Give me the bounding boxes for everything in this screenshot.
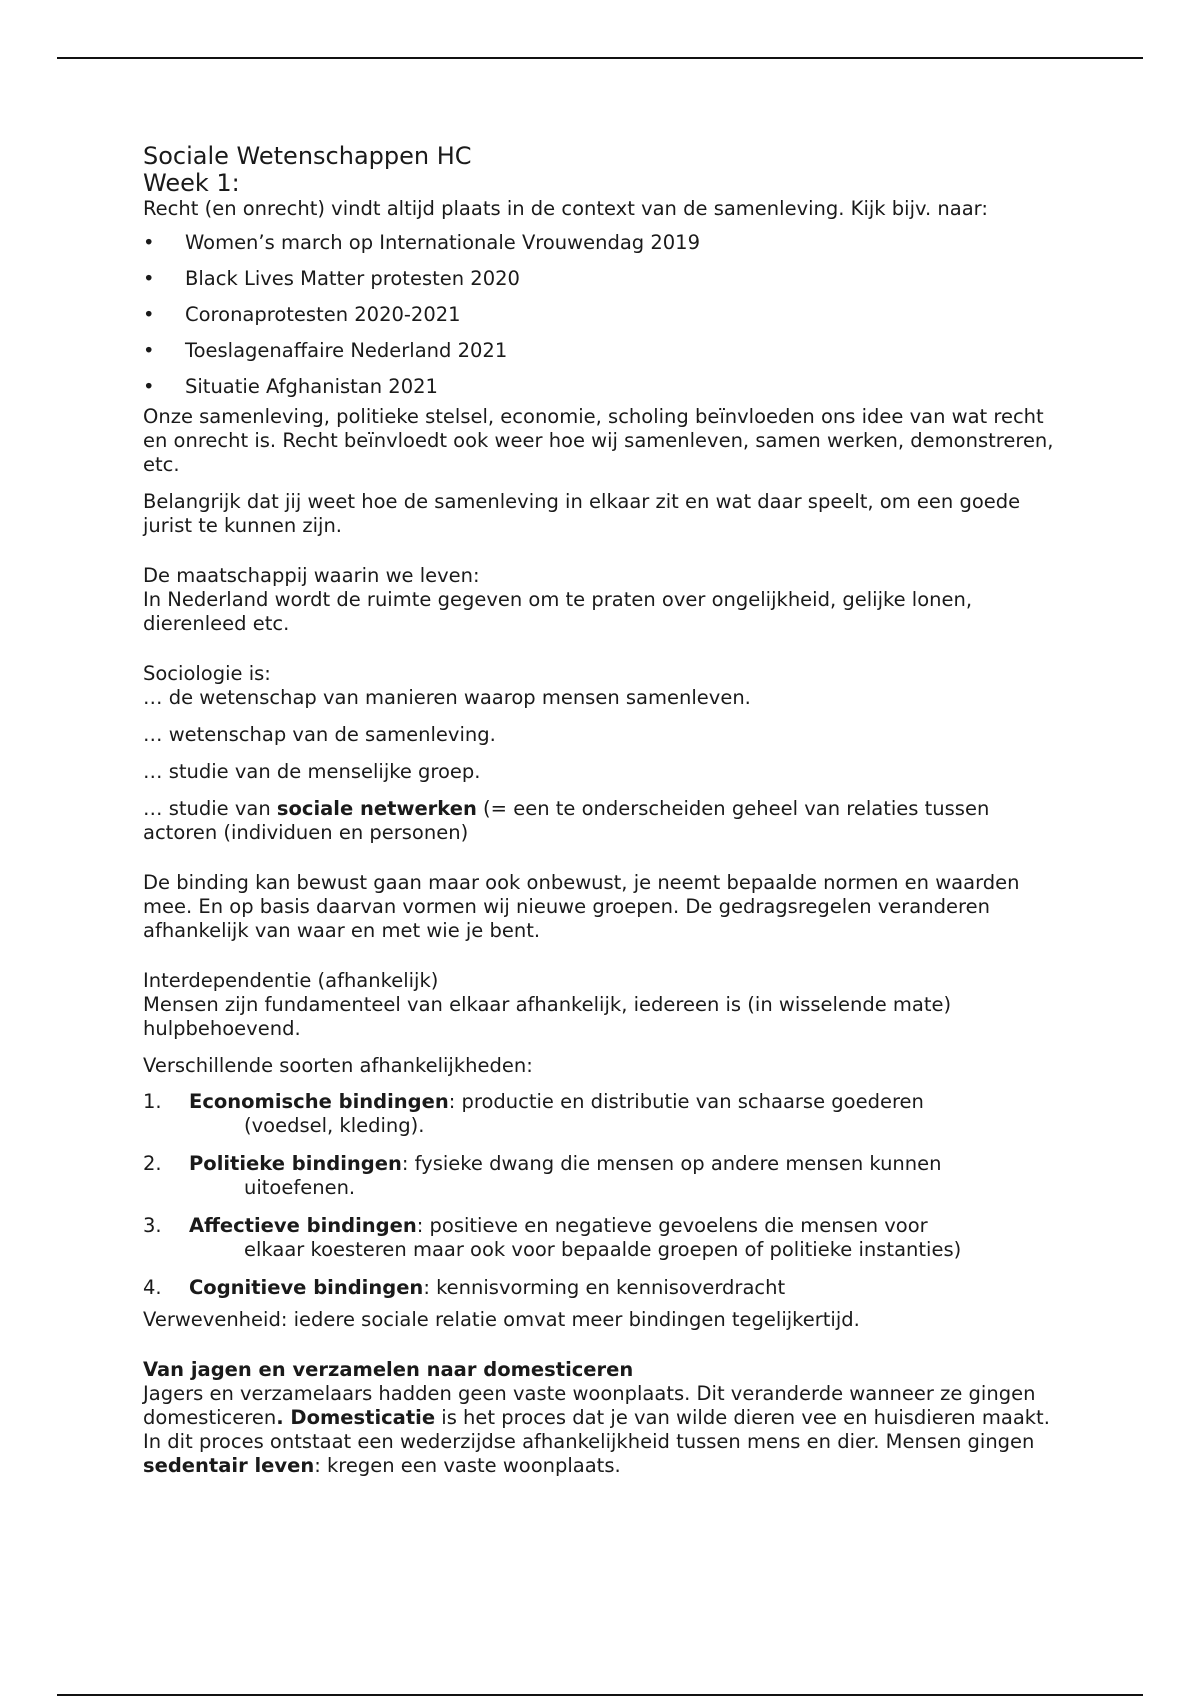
list-item: 1. Economische bindingen: productie en distributie van schaarse goederen (voedsel, kleding). <box>143 1090 924 1137</box>
binding-paragraph: De binding kan bewust gaan maar ook onbewust, je neemt bepaalde normen en waarden mee. En op basis daarvan vormen wij nieuwe groepen. De gedragsregelen veranderen afhankelijk van waar en met wie je bent. <box>143 871 1020 942</box>
top-rule <box>57 57 1143 59</box>
bullet-icon: • <box>143 303 155 326</box>
document-title: Sociale Wetenschappen HC <box>143 142 472 170</box>
examples-list <box>143 231 1063 399</box>
sociology-heading: Sociologie is: <box>143 662 271 685</box>
bullet-icon: • <box>143 375 155 398</box>
bullet-icon: • <box>143 267 155 290</box>
list-item: 4. Cognitieve bindingen: kennisvorming en kennisoverdracht <box>143 1276 786 1299</box>
intro-paragraph: Recht (en onrecht) vindt altijd plaats in de context van de samenleving. Kijk bijv. naar: <box>143 197 988 220</box>
bindings-list <box>143 1090 1063 1300</box>
list-item: • Coronaprotesten 2020-2021 <box>143 303 461 326</box>
interwoven-paragraph: Verwevenheid: iedere sociale relatie omvat meer bindingen tegelijkertijd. <box>143 1308 860 1331</box>
list-item: • Women’s march op Internationale Vrouwendag 2019 <box>143 231 700 254</box>
list-item: 3. Affectieve bindingen: positieve en negatieve gevoelens die mensen voor elkaar koesteren maar ook voor bepaalde groepen of politieke instanties) <box>143 1214 962 1261</box>
week-heading: Week 1: <box>143 169 240 197</box>
kinds-heading: Verschillende soorten afhankelijkheden: <box>143 1054 533 1077</box>
influence-paragraph: Onze samenleving, politieke stelsel, economie, scholing beïnvloeden ons idee van wat recht en onrecht is. Recht beïnvloedt ook weer hoe wij samenleven, samen werken, demonstreren, etc. <box>143 405 1054 476</box>
sociology-definition: … de wetenschap van manieren waarop mensen samenleven. <box>143 686 751 709</box>
society-paragraph: In Nederland wordt de ruimte gegeven om te praten over ongelijkheid, gelijke lonen, dierenleed etc. <box>143 588 973 635</box>
list-item: • Toeslagenaffaire Nederland 2021 <box>143 339 508 362</box>
bottom-rule <box>57 1694 1143 1696</box>
list-item: • Black Lives Matter protesten 2020 <box>143 267 520 290</box>
interdependence-paragraph: Mensen zijn fundamenteel van elkaar afhankelijk, iedereen is (in wisselende mate) hulpbehoevend. <box>143 993 952 1040</box>
domestication-paragraph: Jagers en verzamelaars hadden geen vaste woonplaats. Dit veranderde wanneer ze gingen domesticeren. Domesticatie is het proces dat je van wilde dieren vee en huisdieren maakt. In dit proces ontstaat een wederzijdse afhankelijkheid tussen mens en dier. Mensen gingen sedentair leven: kregen een vaste woonplaats. <box>143 1382 1050 1477</box>
interdependence-heading: Interdependentie (afhankelijk) <box>143 969 439 992</box>
sociology-definition: … wetenschap van de samenleving. <box>143 723 496 746</box>
document-body <box>143 143 1063 1478</box>
sociology-definition: … studie van sociale netwerken (= een te onderscheiden geheel van relaties tussen actoren (individuen en personen) <box>143 797 990 844</box>
bullet-icon: • <box>143 339 155 362</box>
bullet-icon: • <box>143 231 155 254</box>
important-paragraph: Belangrijk dat jij weet hoe de samenleving in elkaar zit en wat daar speelt, om een goede jurist te kunnen zijn. <box>143 490 1021 537</box>
section-heading: Van jagen en verzamelen naar domesticeren <box>143 1358 634 1381</box>
social-networks-term: sociale netwerken <box>276 797 477 820</box>
sociology-definition: … studie van de menselijke groep. <box>143 760 481 783</box>
list-item: 2. Politieke bindingen: fysieke dwang die mensen op andere mensen kunnen uitoefenen. <box>143 1152 942 1199</box>
list-item: • Situatie Afghanistan 2021 <box>143 375 438 398</box>
society-heading: De maatschappij waarin we leven: <box>143 564 480 587</box>
